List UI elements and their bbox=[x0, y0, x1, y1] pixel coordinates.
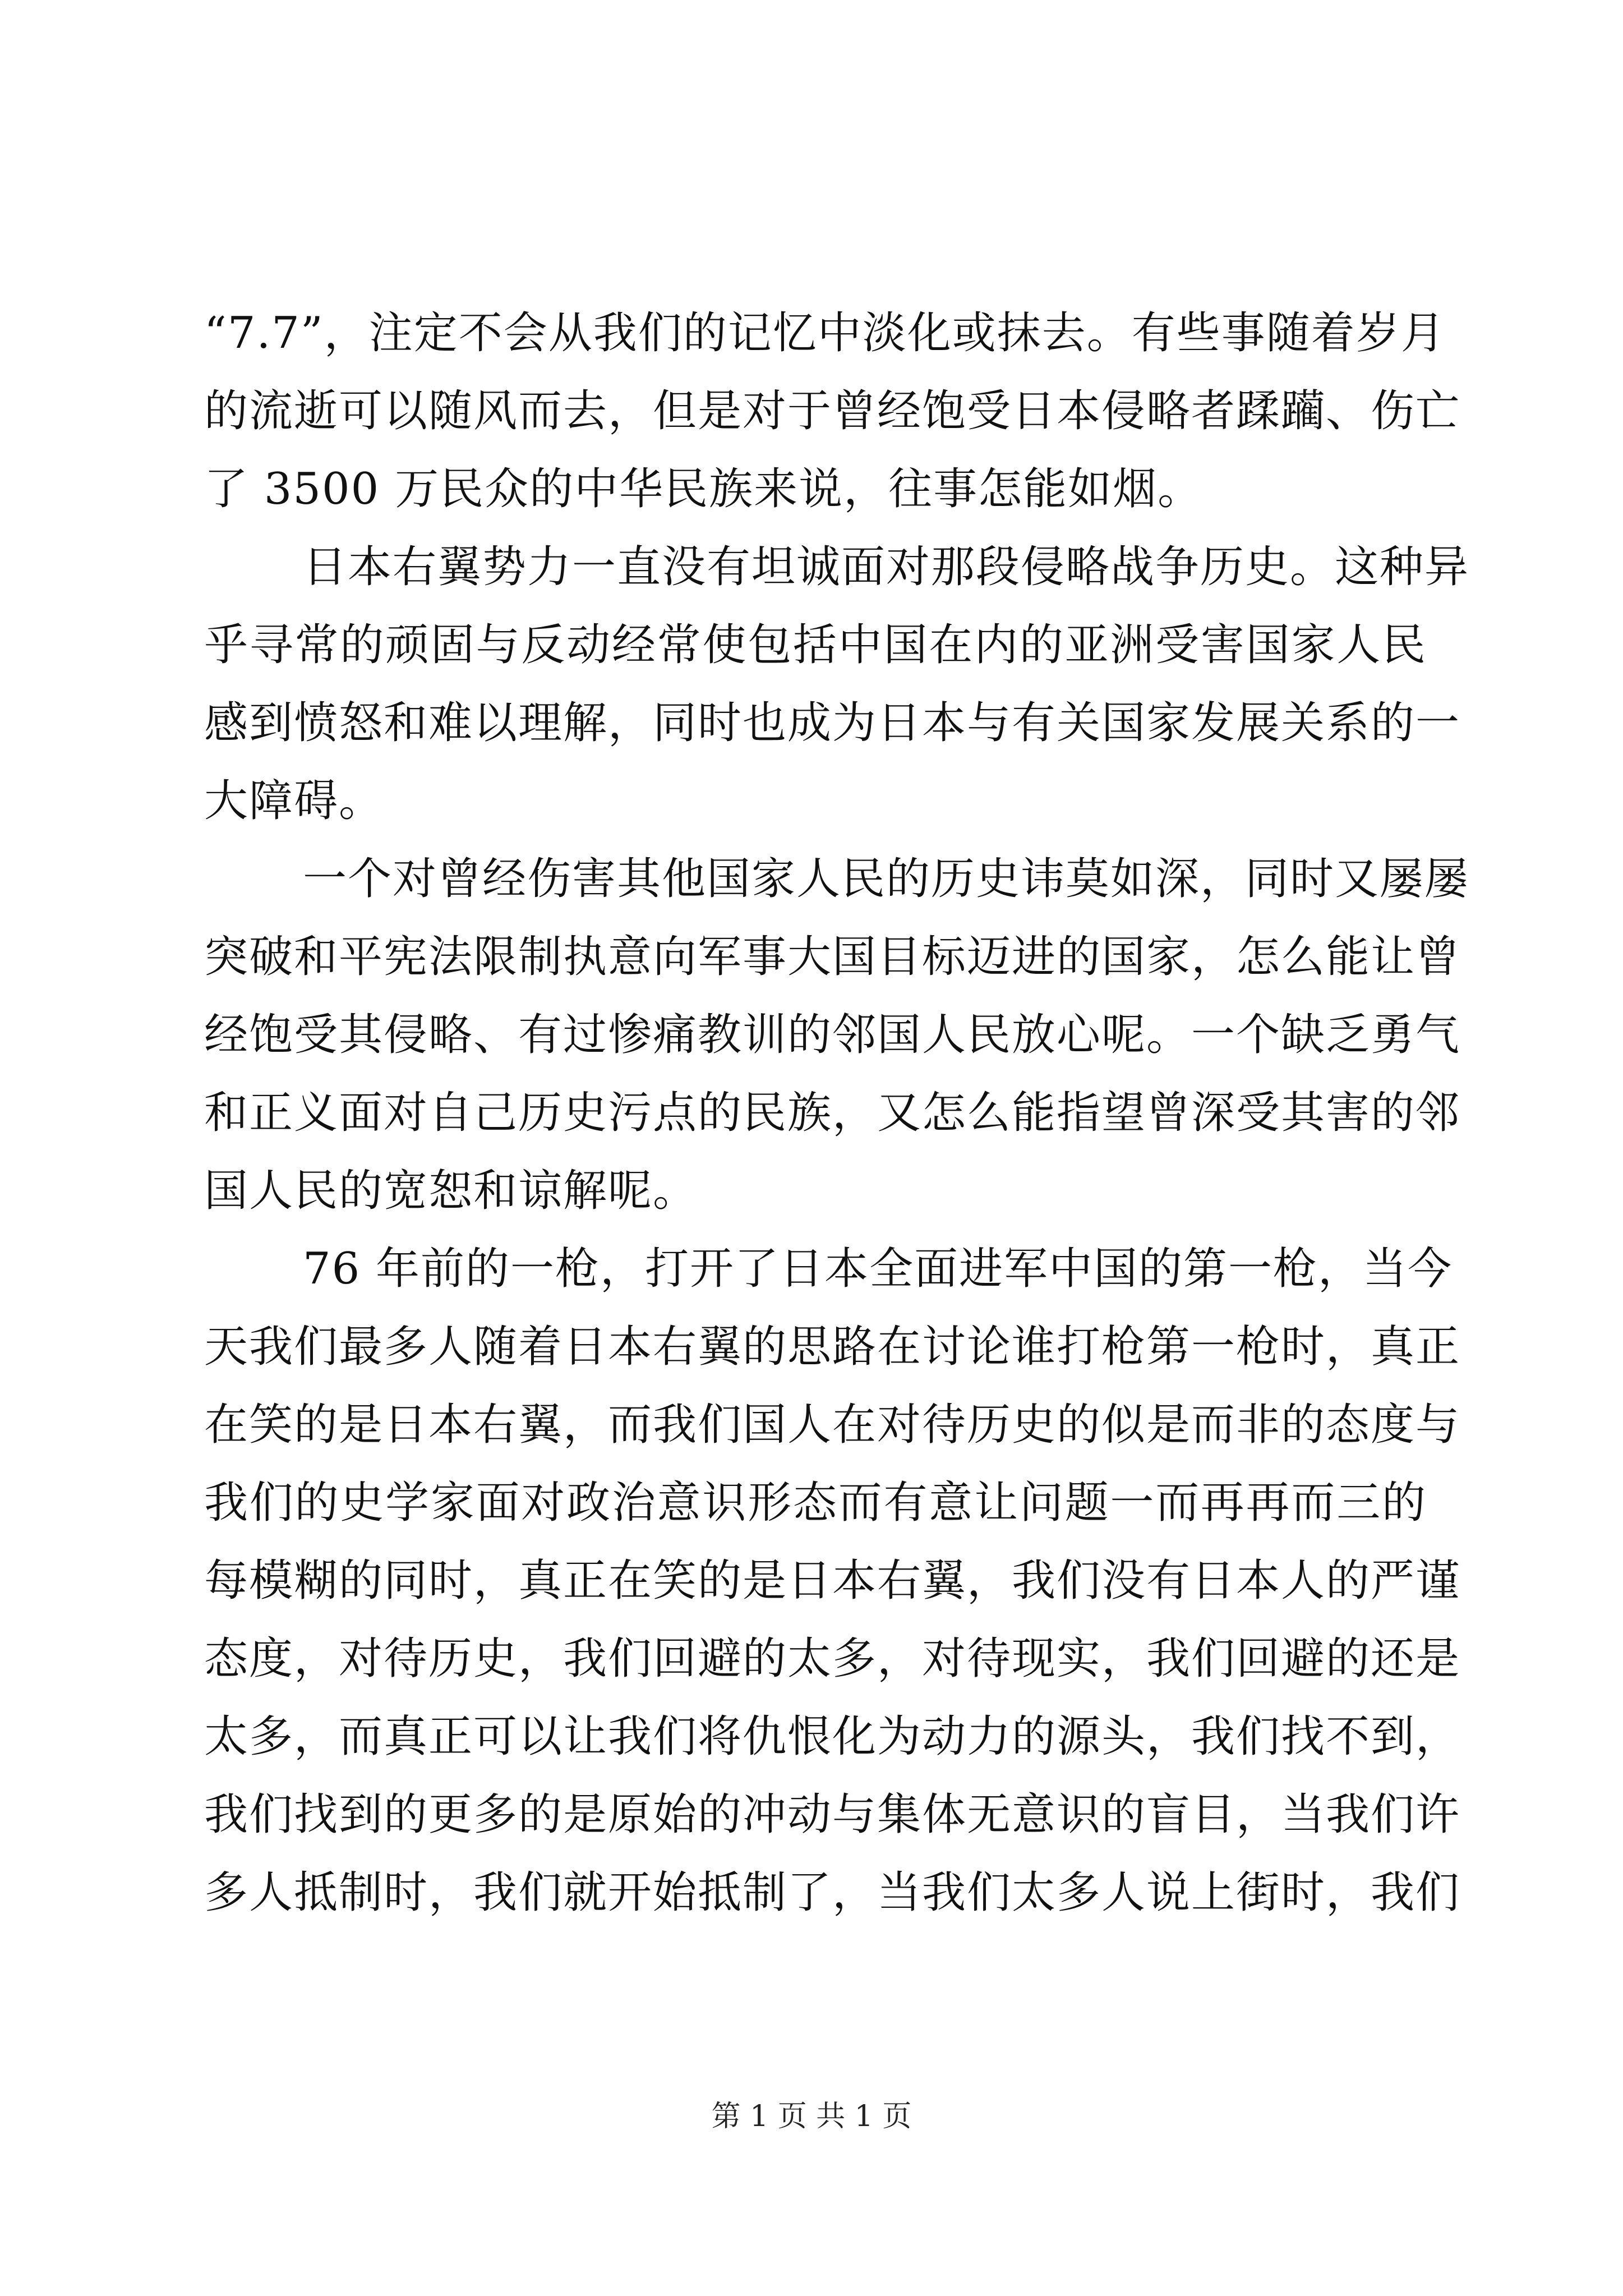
text-line: 了 3500 万民众的中华民族来说，往事怎能如烟。 bbox=[204, 464, 1203, 514]
text-line: 的流逝可以随风而去，但是对于曾经饱受日本侵略者蹂躏、伤亡 bbox=[204, 386, 1461, 436]
page-footer bbox=[0, 2097, 1623, 2136]
text-line: 大障碍。 bbox=[204, 776, 384, 826]
text-line: “7.7”，注定不会从我们的记忆中淡化或抹去。有些事随着岁月 bbox=[204, 308, 1446, 358]
text-line: 一个对曾经伤害其他国家人民的历史讳莫如深，同时又屡屡 bbox=[303, 854, 1470, 904]
text-line: 我们找到的更多的是原始的冲动与集体无意识的盲目，当我们许 bbox=[204, 1789, 1461, 1840]
text-line: 多人抵制时，我们就开始抵制了，当我们太多人说上街时，我们 bbox=[204, 1867, 1461, 1918]
text-line: 和正义面对自己历史污点的民族，又怎么能指望曾深受其害的邻 bbox=[204, 1088, 1461, 1138]
text-line: 天我们最多人随着日本右翼的思路在讨论谁打枪第一枪时，真正 bbox=[204, 1322, 1461, 1372]
document-body bbox=[204, 295, 1470, 1932]
text-line: 太多，而真正可以让我们将仇恨化为动力的源头，我们找不到， bbox=[204, 1711, 1461, 1762]
text-line: 在笑的是日本右翼，而我们国人在对待历史的似是而非的态度与 bbox=[204, 1400, 1461, 1450]
text-line: 76 年前的一枪，打开了日本全面进军中国的第一枪，当今 bbox=[303, 1244, 1453, 1294]
text-line: 每模糊的同时，真正在笑的是日本右翼，我们没有日本人的严谨 bbox=[204, 1556, 1461, 1606]
text-line: 感到愤怒和难以理解，同时也成为日本与有关国家发展关系的一 bbox=[204, 698, 1461, 748]
text-line: 突破和平宪法限制执意向军事大国目标迈进的国家，怎么能让曾 bbox=[204, 932, 1461, 982]
text-line: 我们的史学家面对政治意识形态而有意让问题一而再再而三的 bbox=[204, 1478, 1427, 1528]
text-line: 态度，对待历史，我们回避的太多，对待现实，我们回避的还是 bbox=[204, 1634, 1461, 1684]
text-line: 经饱受其侵略、有过惨痛教训的邻国人民放心呢。一个缺乏勇气 bbox=[204, 1010, 1461, 1060]
page-number-label: 第 1 页 共 1 页 bbox=[711, 2100, 912, 2133]
text-line: 国人民的宽恕和谅解呢。 bbox=[204, 1166, 698, 1216]
text-line: 日本右翼势力一直没有坦诚面对那段侵略战争历史。这种异 bbox=[303, 542, 1470, 592]
text-line: 乎寻常的顽固与反动经常使包括中国在内的亚洲受害国家人民 bbox=[204, 620, 1427, 670]
